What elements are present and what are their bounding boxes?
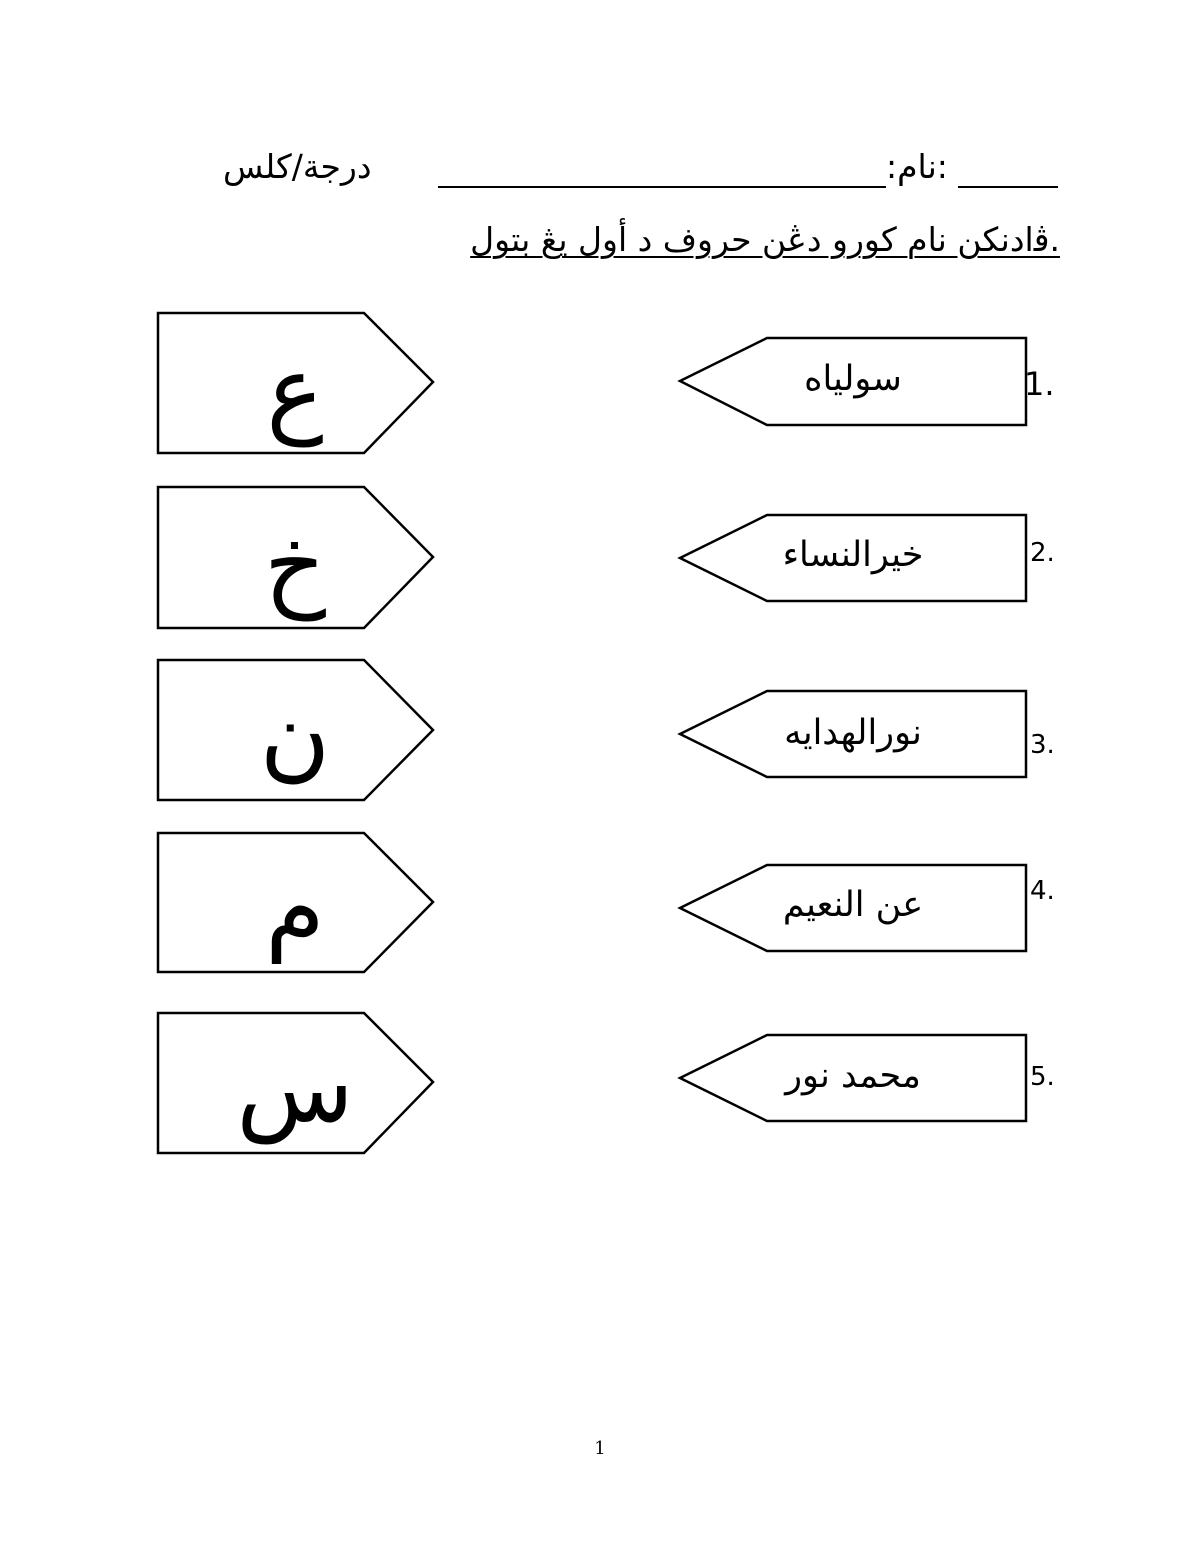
name-label: :نام: xyxy=(886,147,948,186)
item-number-1: 1. xyxy=(1024,365,1055,403)
letter-nun: ن xyxy=(259,680,331,792)
name-text-3: نورالهدايه xyxy=(784,713,922,753)
letter-sin: س xyxy=(236,1032,354,1144)
item-number-5: 5. xyxy=(1030,1062,1055,1092)
item-number-4: 4. xyxy=(1030,876,1055,906)
letter-ain: ع xyxy=(266,335,324,447)
page-number: 1 xyxy=(594,1438,606,1459)
name-text-4: عن النعيم xyxy=(782,885,924,925)
class-label: درجة/كلس xyxy=(223,147,372,186)
name-text-2: خيرالنساء xyxy=(782,535,924,575)
name-text-1: سولياه xyxy=(804,359,902,399)
instruction-text: ﭬادنكن نام كورو دڠن حروف د أول يڠ بتول. xyxy=(470,220,1060,259)
letter-mim: م xyxy=(265,852,325,964)
item-number-2: 2. xyxy=(1030,538,1055,568)
letter-kha: خ xyxy=(264,509,326,621)
name-text-5: محمد نور xyxy=(785,1056,921,1096)
item-number-3: 3. xyxy=(1030,730,1055,760)
